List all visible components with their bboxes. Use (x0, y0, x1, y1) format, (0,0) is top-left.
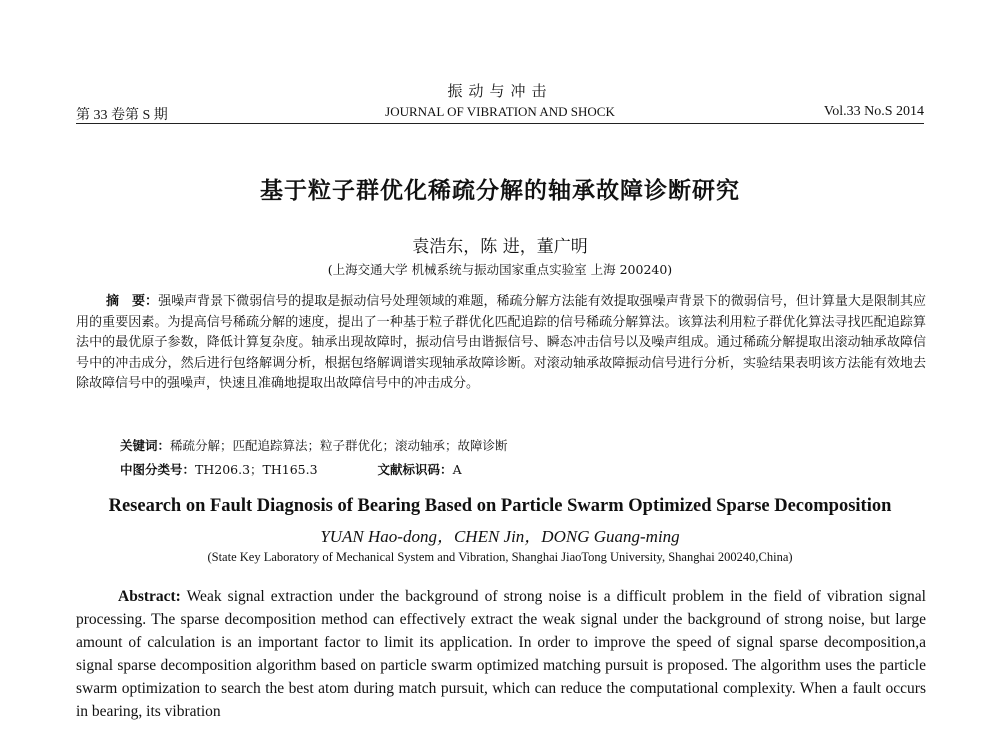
journal-name-en: JOURNAL OF VIBRATION AND SHOCK (385, 104, 615, 119)
abstract-cn (76, 292, 926, 395)
classification-line (120, 460, 462, 478)
authors-en: YUAN Hao-dong，CHEN Jin，DONG Guang-ming (320, 527, 680, 546)
keywords-cn-label: 关键词： (120, 438, 171, 453)
header-rule (76, 123, 924, 124)
journal-name-cn: 振动与冲击 (447, 82, 553, 100)
keywords-cn (120, 436, 508, 454)
abstract-en-label: Abstract: (118, 588, 181, 605)
keywords-cn-text: 稀疏分解；匹配追踪算法；粒子群优化；滚动轴承；故障诊断 (170, 438, 508, 453)
paper-title-cn: 基于粒子群优化稀疏分解的轴承故障诊断研究 (260, 178, 740, 204)
doc-code-label: 文献标识码： (377, 462, 453, 477)
authors-cn: 袁浩东，陈 进，董广明 (412, 237, 588, 257)
clc-label: 中图分类号： (120, 462, 196, 477)
abstract-en (76, 585, 926, 723)
paper-title-en: Research on Fault Diagnosis of Bearing Based on Particle Swarm Optimized Sparse Decomposition (108, 496, 892, 516)
affiliation-en: (State Key Laboratory of Mechanical System and Vibration, Shanghai JiaoTong University, Shanghai 200240,China) (207, 550, 793, 564)
volume-issue-en: Vol.33 No.S 2014 (823, 104, 924, 119)
volume-issue-cn: 第 33 卷第 S 期 (76, 108, 168, 123)
clc-number: TH206.3；TH165.3 (195, 462, 318, 477)
abstract-cn-text: 强噪声背景下微弱信号的提取是振动信号处理领域的难题，稀疏分解方法能有效提取强噪声背景下的微弱信号，但计算量大是限制其应用的重要因素。为提高信号稀疏分解的速度，提出了一种基于粒子群优化匹配追踪的信号稀疏分解算法。该算法利用粒子群优化算法寻找匹配追踪算法中的最优原子参数，降低计算复杂度。轴承出现故障时，振动信号由谐振信号、瞬态冲击信号以及噪声组成。通过稀疏分解提取出滚动轴承故障信号中的冲击成分，然后进行包络解调分析，根据包络解调谱实现轴承故障诊断。对滚动轴承故障振动信号进行分析，实验结果表明该方法能有效地去除故障信号中的强噪声，快速且准确地提取出故障信号中的冲击成分。 (76, 294, 926, 391)
abstract-cn-label: 摘 要： (106, 294, 159, 309)
affiliation-cn: (上海交通大学 机械系统与振动国家重点实验室 上海 200240) (327, 262, 673, 277)
doc-code: A (452, 462, 462, 477)
abstract-en-text: Weak signal extraction under the background of strong noise is a difficult problem in the field of vibration signal processing. The sparse decomposition method can effectively extract the weak signal under the background of strong noise, but large amount of calculation is an important factor to limit its application. In order to improve the speed of signal sparse decomposition,a signal sparse decomposition algorithm based on particle swarm optimized matching pursuit is proposed. The algorithm uses the particle swarm optimization to search the best atom during match pursuit, which can reduce the computational complexity. When a fault occurs in bearing, its vibration (76, 588, 926, 720)
